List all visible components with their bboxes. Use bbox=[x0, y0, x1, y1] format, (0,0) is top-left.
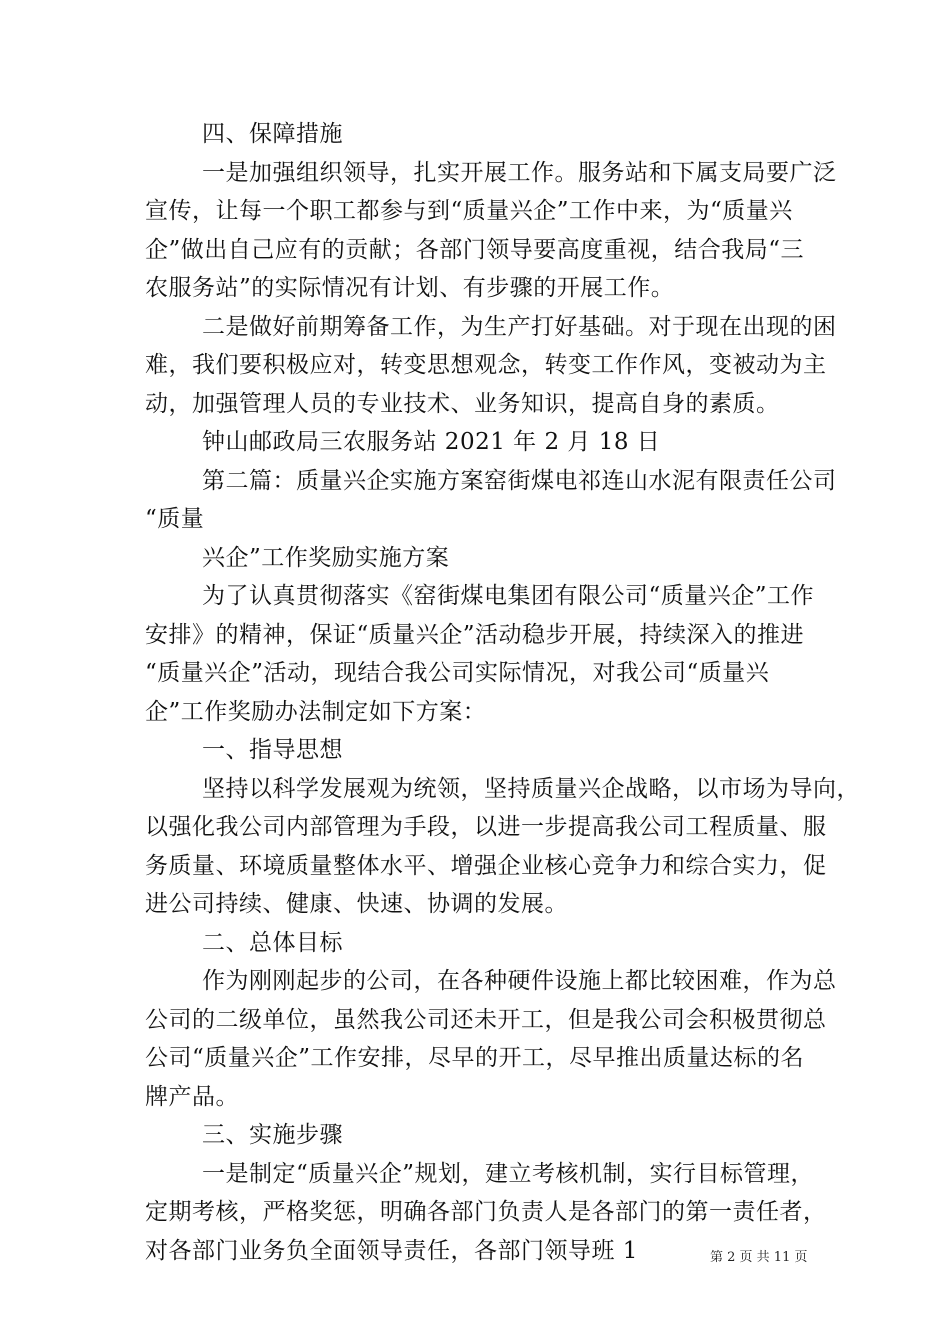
text-line: 牌产品。 bbox=[145, 1083, 239, 1110]
text-line: 一是制定“质量兴企”规划，建立考核机制，实行目标管理， bbox=[202, 1160, 815, 1187]
text-line: 公司的二级单位，虽然我公司还未开工，但是我公司会积极贯彻总 bbox=[145, 1006, 827, 1033]
text-line: 定期考核，严格奖惩，明确各部门负责人是各部门的第一责任者， bbox=[145, 1199, 827, 1225]
text-line: 企”工作奖励办法制定如下方案： bbox=[145, 698, 487, 725]
text-line: 兴企”工作奖励实施方案 bbox=[202, 544, 450, 571]
text-line: 务质量、环境质量整体水平、增强企业核心竞争力和综合实力，促 bbox=[145, 852, 827, 879]
text-line: 为了认真贯彻落实《窑街煤电集团有限公司“质量兴企”工作 bbox=[202, 583, 815, 609]
text-line: 三、实施步骤 bbox=[202, 1122, 343, 1148]
text-line: 公司“质量兴企”工作安排，尽早的开工，尽早推出质量达标的名 bbox=[145, 1045, 805, 1071]
text-line: 企”做出自己应有的贡献；各部门领导要高度重视，结合我局“三 bbox=[145, 236, 805, 263]
text-line: 一、指导思想 bbox=[202, 737, 343, 763]
text-line: 二是做好前期筹备工作，为生产打好基础。对于现在出现的困 bbox=[202, 313, 837, 340]
text-line: 作为刚刚起步的公司，在各种硬件设施上都比较困难，作为总 bbox=[202, 968, 837, 994]
text-line: 第二篇：质量兴企实施方案窑街煤电祁连山水泥有限责任公司 bbox=[202, 467, 837, 494]
text-line: “质量 bbox=[145, 506, 205, 532]
text-line: 以强化我公司内部管理为手段，以进一步提高我公司工程质量、服 bbox=[145, 814, 827, 840]
text-line: 一是加强组织领导，扎实开展工作。服务站和下属支局要广泛 bbox=[202, 159, 837, 186]
text-line: 宣传，让每一个职工都参与到“质量兴企”工作中来，为“质量兴 bbox=[145, 198, 793, 224]
text-line: 难，我们要积极应对，转变思想观念，转变工作作风，变被动为主 bbox=[145, 352, 827, 378]
text-line: 进公司持续、健康、快速、协调的发展。 bbox=[145, 891, 568, 917]
page-number-footer: 第 2 页 共 11 页 bbox=[710, 1250, 808, 1265]
text-line: 农服务站”的实际情况有计划、有步骤的开展工作。 bbox=[145, 275, 675, 301]
text-line: 钟山邮政局三农服务站 2021 年 2 月 18 日 bbox=[202, 429, 661, 455]
text-line: 四、保障措施 bbox=[202, 121, 343, 147]
text-line: 安排》的精神，保证“质量兴企”活动稳步开展，持续深入的推进 bbox=[145, 621, 805, 648]
text-line: “质量兴企”活动，现结合我公司实际情况，对我公司“质量兴 bbox=[145, 660, 770, 686]
text-line: 对各部门业务负全面领导责任，各部门领导班 1 bbox=[145, 1237, 638, 1264]
text-line: 二、总体目标 bbox=[202, 929, 343, 956]
text-line: 动，加强管理人员的专业技术、业务知识，提高自身的素质。 bbox=[145, 390, 780, 417]
document-body bbox=[145, 115, 860, 1270]
text-line: 坚持以科学发展观为统领，坚持质量兴企战略，以市场为导向， bbox=[202, 775, 860, 802]
